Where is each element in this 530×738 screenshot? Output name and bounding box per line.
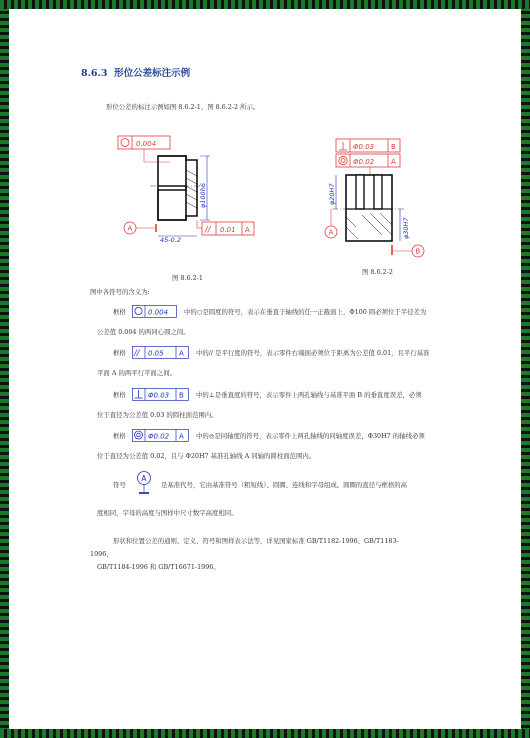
fig2-part-outline [346, 175, 392, 241]
item-prefix: 框格 [113, 308, 126, 316]
fig1-top-frame-value: 0.004 [136, 140, 157, 148]
fig2-left-dimension: φ20H7 [328, 183, 336, 205]
fig2-top-frame-2-datum: A [391, 158, 396, 166]
datum-symbol-letter: A [141, 473, 147, 483]
concentricity-icon [135, 431, 143, 439]
item-tolerance-frame [132, 305, 177, 318]
legend-intro: 图中各符号的含义为: [90, 288, 150, 296]
item-line-1: 中的⊥是垂直度的符号，表示零件上两孔轴线与基准平面 B 的垂直度误差，必须 [196, 391, 422, 399]
perpendicularity-icon [135, 390, 143, 398]
fig1-length-dimension: 45-0.2 [160, 236, 181, 244]
item-line-2: 公差值 0.004 的两同心圆之间。 [97, 328, 190, 336]
figure-1-drawing [110, 128, 270, 248]
item-tolerance-frame [132, 429, 189, 442]
footer-line-1: 形状和位置公差的通则、定义、符号和图样表示法等，详见国家标准 GB/T1182-1996、GB/T1183- [113, 537, 399, 545]
fig1-bottom-frame-value: 0.01 [220, 226, 236, 234]
fig2-datum-b-letter: B [415, 247, 421, 256]
item-frame-datum: A [179, 349, 184, 358]
item-tolerance-frame [132, 388, 189, 401]
parallelism-icon: // [134, 348, 140, 358]
item-line-2: 平面 A 的两平行平面之间。 [97, 369, 176, 377]
fig2-right-dimension: φ30H7 [402, 217, 410, 239]
concentricity-icon [339, 156, 347, 164]
fig1-diameter-dimension: φ100h6 [199, 183, 207, 208]
section-heading [81, 65, 190, 79]
item-line-1: 中的// 是平行度的符号，表示零件右端面必须位于距离为公差值 0.01，且平行基准 [196, 349, 430, 357]
fig1-datum-letter: A [127, 224, 133, 233]
figure-1-caption: 图 8.6.2-1 [172, 274, 203, 282]
figure-2-drawing [322, 135, 442, 263]
item-frame-value: 0.004 [148, 308, 169, 317]
item-frame-value: Φ0.02 [148, 432, 170, 441]
item-line-1: 中的◎是同轴度的符号，表示零件上两孔轴线的同轴度误差，Φ30H7 的轴线必须 [196, 432, 425, 440]
datum-symbol-icon [134, 470, 154, 496]
fig2-datum-a-letter: A [328, 228, 334, 237]
section-number: 8.6.3 [81, 68, 108, 79]
item-tolerance-frame [132, 346, 189, 359]
item-prefix: 框格 [113, 432, 126, 440]
item-line-2: 位于直径为公差值 0.02，且与 Φ20H7 基准孔轴线 A 同轴的圆柱面范围内。 [97, 452, 316, 460]
item-frame-datum: B [179, 391, 184, 400]
fig2-top-frame-2-value: Φ0.02 [353, 158, 375, 166]
datum-line-2: 度相同，字母的高度与图样中尺寸数字高度相同。 [97, 509, 238, 517]
roundness-icon [121, 139, 129, 147]
item-line-2: 位于直径为公差值 0.03 的圆柱面范围内。 [97, 411, 218, 419]
fig1-bottom-frame-datum: A [245, 226, 250, 234]
fig2-top-frame-1-value: Φ0.03 [353, 143, 375, 151]
fig1-part-outline [158, 156, 197, 220]
section-title: 形位公差标注示例 [114, 68, 191, 79]
item-prefix: 框格 [113, 391, 126, 399]
item-line-1: 中的○是圆度的符号，表示在垂直于轴线的任一正截面上，Φ100 圆必须位于半径差为 [184, 308, 427, 316]
intro-text: 形位公差的标注示例如图 8.6.2-1、图 8.6.2-2 所示。 [106, 103, 260, 111]
datum-line-1: 是基准代号，它由基准符号（粗短线）、圆圈、连线和字母组成。圆圈的直径与框格的高 [161, 481, 408, 489]
item-prefix: 框格 [113, 349, 126, 357]
footer-line-2: 1996、 [90, 550, 113, 558]
item-frame-datum: A [179, 432, 184, 441]
figure-2-caption: 图 8.6.2-2 [362, 268, 393, 276]
roundness-icon [135, 307, 142, 314]
datum-symbol-prefix: 符号 [113, 481, 126, 489]
fig2-top-frame-1-datum: B [391, 143, 396, 151]
item-frame-value: 0.05 [148, 349, 164, 358]
parallelism-icon: // [205, 225, 211, 234]
footer-line-3: GB/T1184-1996 和 GB/T16671-1996。 [97, 563, 220, 571]
item-frame-value: Φ0.03 [148, 391, 170, 400]
